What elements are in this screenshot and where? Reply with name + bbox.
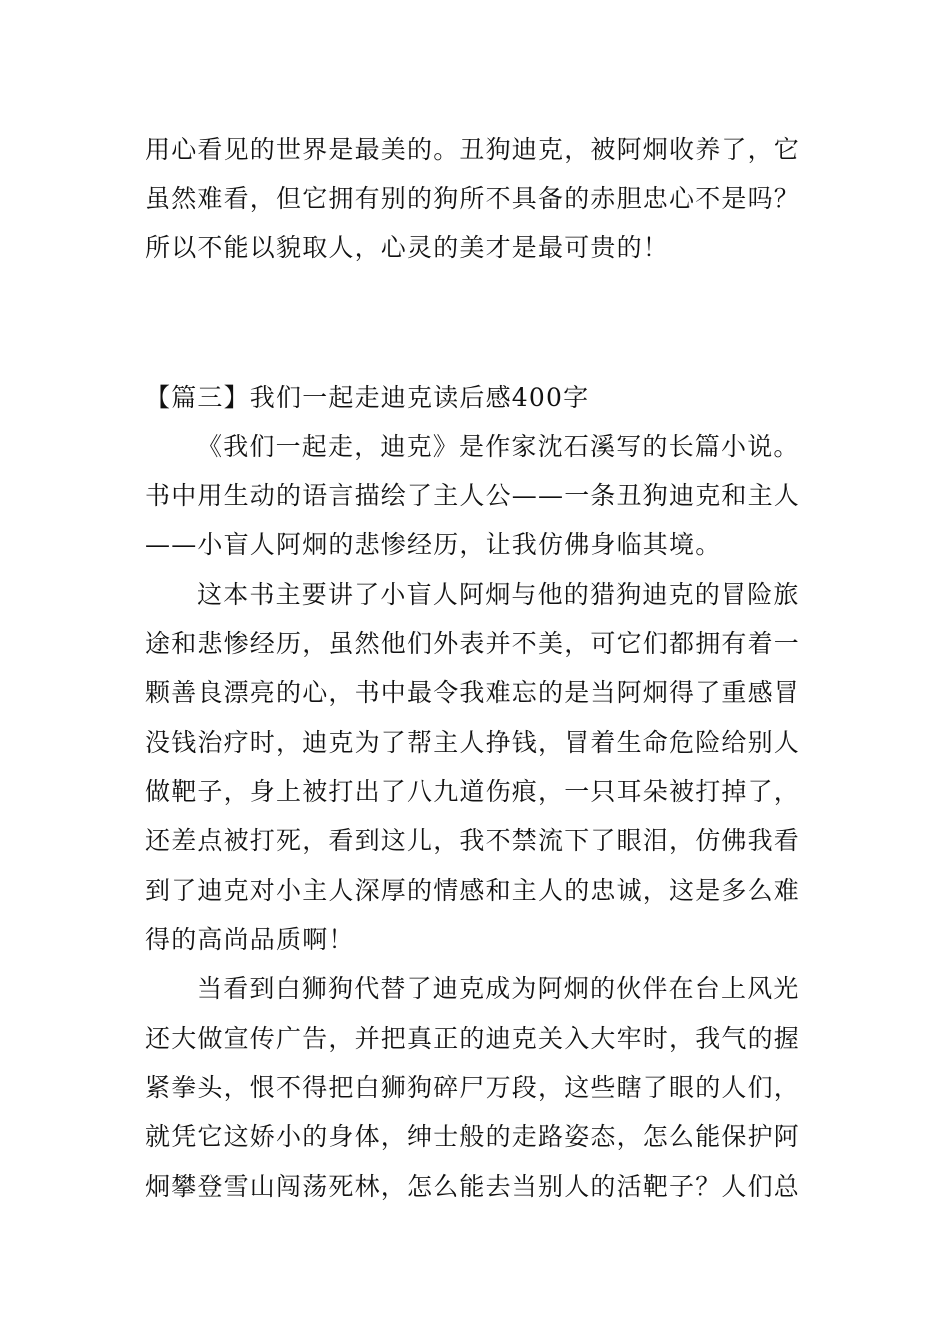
text-line: 颗善良漂亮的心，书中最令我难忘的是当阿炯得了重感冒 — [145, 678, 801, 707]
text-line: 到了迪克对小主人深厚的情感和主人的忠诚，这是多么难 — [145, 876, 801, 905]
text-line: ——小盲人阿炯的悲惨经历，让我仿佛身临其境。 — [145, 530, 722, 559]
text-line: 用心看见的世界是最美的。丑狗迪克，被阿炯收养了，它 — [145, 135, 801, 164]
text-line: 这本书主要讲了小盲人阿炯与他的猎狗迪克的冒险旅 — [197, 580, 800, 609]
text-line: 当看到白狮狗代替了迪克成为阿炯的伙伴在台上风光 — [197, 974, 800, 1003]
text-line: 就凭它这娇小的身体，绅士般的走路姿态，怎么能保护阿 — [145, 1122, 801, 1151]
text-line: 虽然难看，但它拥有别的狗所不具备的赤胆忠心不是吗？ — [145, 184, 801, 213]
section-heading: 【篇三】我们一起走迪克读后感400字 — [145, 383, 590, 412]
text-line: 紧拳头，恨不得把白狮狗碎尸万段，这些瞎了眼的人们， — [145, 1073, 801, 1102]
text-line: 得的高尚品质啊！ — [145, 925, 355, 954]
text-line: 还差点被打死，看到这儿，我不禁流下了眼泪，仿佛我看 — [145, 826, 801, 855]
text-line: 没钱治疗时，迪克为了帮主人挣钱，冒着生命危险给别人 — [145, 728, 801, 757]
text-line: 所以不能以貌取人，心灵的美才是最可贵的！ — [145, 233, 670, 262]
text-line: 做靶子，身上被打出了八九道伤痕，一只耳朵被打掉了， — [145, 777, 801, 806]
text-line: 书中用生动的语言描绘了主人公——一条丑狗迪克和主人 — [145, 481, 801, 510]
text-line: 《我们一起走，迪克》是作家沈石溪写的长篇小说。 — [197, 432, 800, 461]
text-line: 途和悲惨经历，虽然他们外表并不美，可它们都拥有着一 — [145, 629, 801, 658]
text-line: 还大做宣传广告，并把真正的迪克关入大牢时，我气的握 — [145, 1024, 801, 1053]
text-line: 炯攀登雪山闯荡死林，怎么能去当别人的活靶子？人们总 — [145, 1172, 801, 1201]
